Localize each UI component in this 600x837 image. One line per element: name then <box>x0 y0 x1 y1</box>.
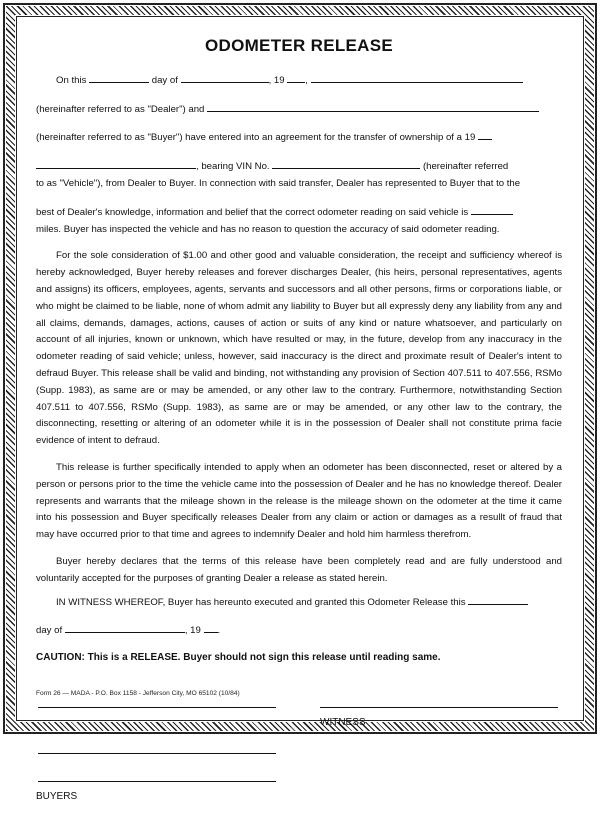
signing-day-of-label: day of <box>36 625 63 637</box>
day-of-label: day of <box>151 74 178 86</box>
odometer-reading-blank[interactable] <box>471 203 513 215</box>
signing-year-prefix: , 19 <box>184 625 201 637</box>
month-blank[interactable] <box>181 71 269 83</box>
witness-day-blank[interactable] <box>468 593 528 605</box>
buyer-signature-line-2[interactable] <box>38 753 276 754</box>
dealer-ref-text: (hereinafter referred to as "Dealer") and <box>36 103 205 115</box>
buyers-label: BUYERS <box>36 790 78 802</box>
caution-notice: CAUTION: This is a RELEASE. Buyer should not sign this release until reading same. <box>36 652 441 664</box>
signing-date-line <box>36 621 562 640</box>
date-line <box>36 71 562 90</box>
comma: , <box>305 74 308 86</box>
form-footer: Form 26 — MADA - P.O. Box 1158 - Jefferson City, MO 65102 (10/84) <box>36 690 240 697</box>
buyer-name-blank[interactable] <box>207 100 539 112</box>
reading-line <box>36 203 562 222</box>
on-this-label: On this <box>56 74 87 86</box>
buyer-signature-line-1[interactable] <box>38 707 276 708</box>
declaration-paragraph: Buyer hereby declares that the terms of this release have been completely read and are fully understood and voluntarily accepted for the purposes of granting Dealer a release as stated herein. <box>36 555 562 584</box>
witness-whereof-text: IN WITNESS WHEREOF, Buyer has hereunto executed and granted this Odometer Release this <box>56 596 466 608</box>
form-content <box>36 30 562 837</box>
year-blank[interactable] <box>287 71 305 83</box>
form-title: ODOMETER RELEASE <box>204 36 394 55</box>
disconnection-paragraph: This release is further specifically intended to apply when an odometer has been disconnected, reset or altered by a person or persons prior to the time the vehicle came into the possession of Dealer and he has no knowledge thereof. Dealer represents and warrants that the mileage shown in the release is the mileage shown on the odometer at the time it came into his possession and Buyer specifically releases Dealer from any claim or action or damages as a resullt of fraud that may have occurred prior to that time and agrees to indemnify Dealer and hold him harmless therefrom. <box>36 461 562 541</box>
signature-area <box>36 687 562 837</box>
signing-year-blank[interactable] <box>204 621 218 633</box>
vehicle-ref-text: (hereinafter referred <box>422 161 509 173</box>
vin-blank[interactable] <box>272 157 420 169</box>
year-prefix: , 19 <box>268 74 285 86</box>
vin-label: , bearing VIN No. <box>196 161 270 173</box>
dealer-line <box>36 100 562 119</box>
dealer-name-blank[interactable] <box>311 71 523 83</box>
witness-label: WITNESS <box>320 716 366 728</box>
vehicle-blank[interactable] <box>36 157 196 169</box>
witness-whereof-line <box>36 593 562 612</box>
transfer-line: to as "Vehicle"), from Dealer to Buyer. In connection with said transfer, Dealer has represented to Buyer that to the <box>36 177 521 189</box>
reading-text: best of Dealer's knowledge, information and belief that the correct odometer reading on said vehicle is <box>36 206 469 218</box>
buyer-ref-text: (hereinafter referred to as "Buyer") have entered into an agreement for the transfer of ownership of a 19 <box>36 132 476 144</box>
consideration-paragraph: For the sole consideration of $1.00 and other good and valuable consideration, the receipt and sufficiency whereof is hereby acknowledged, Buyer hereby releases and forever discharges Dealer, (his heirs, personal representatives, agents and assigns) its officers, employees, agents, servants and successors and all other persons, firms or corporations liable, or who might be claimed to be liable, none of whom admit any liability to Buyer but all expressly deny any liability from any and all claims, demands, damages, actions, causes of action or suits of any kind or nature whatsoever, and particularly on account of all injuries, known or unknown, which have resulted or may, in the future, develop from any inaccuracy in the odometer reading of said vehicle; unless, however, said inaccuracy is the direct and proximate result of Dealer's intent to defraud Buyer. This release shall be valid and binding, not withstanding any provision of Section 407.511 to 407.556, RSMo (Supp. 1983), as same are or may be amended, or any other law to the contrary. Furthermore, notwithstanding Section 407.511 to 407.556, RSMo (Supp. 1983), as same are or may be amended, or any other law to the contrary, the disconnecting, resetting or altering of an odometer while it is in the possession of Dealer shall not constitute prima facie evidence of intent to defraud. <box>36 250 562 447</box>
period: . <box>217 625 221 637</box>
vin-line <box>36 157 562 176</box>
buyer-signature-line-3[interactable] <box>38 781 276 782</box>
signing-month-blank[interactable] <box>65 621 185 633</box>
model-year-blank[interactable] <box>478 128 492 140</box>
day-blank[interactable] <box>89 71 149 83</box>
witness-signature-line[interactable] <box>320 707 558 708</box>
inspection-line: miles. Buyer has inspected the vehicle and has no reason to question the accuracy of said odometer reading. <box>36 223 500 235</box>
buyer-line <box>36 128 562 147</box>
